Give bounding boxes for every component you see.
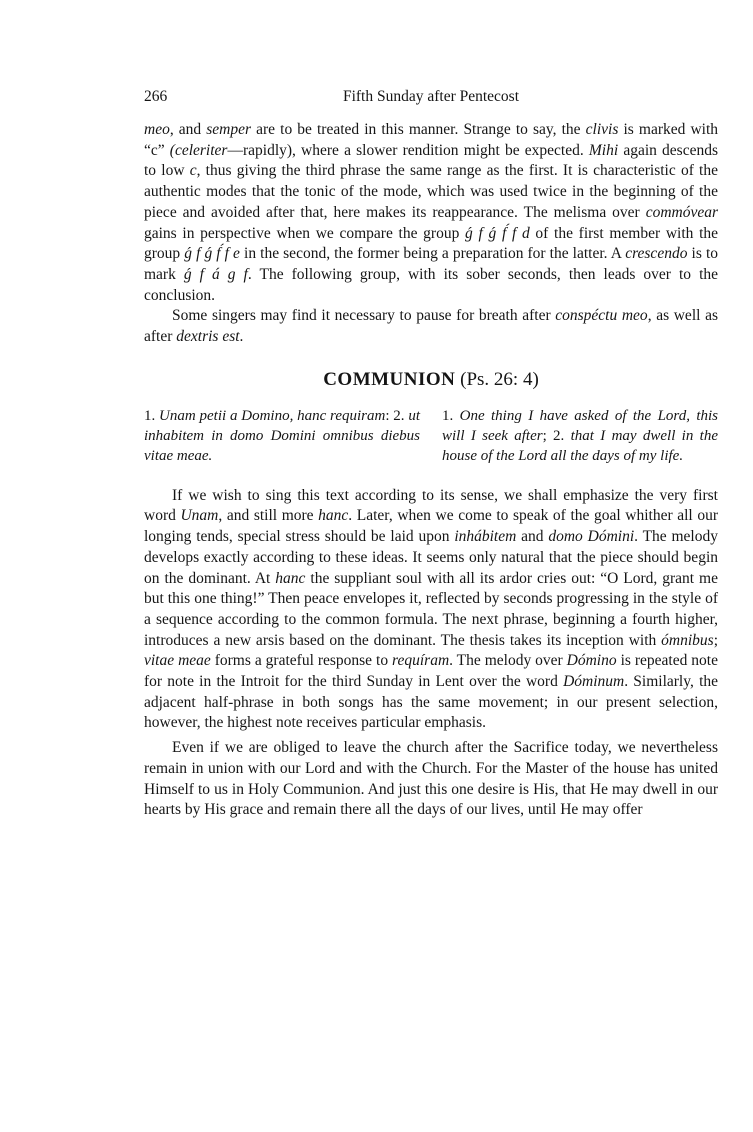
text-run: is to mark — [144, 245, 718, 283]
italic-run: commóvear — [645, 203, 718, 221]
text-run: forms a grateful response to — [210, 652, 393, 670]
paragraph-2 — [144, 306, 718, 347]
paragraph-3 — [144, 486, 718, 734]
text-run: 1. — [144, 407, 160, 424]
italic-run: crescendo — [625, 245, 688, 263]
text-run: ; — [713, 631, 718, 649]
text-run: , thus giving the third phrase the same range as the first. It is characteristic of the authentic modes that the tonic of the mode, which was used twice in the beginning of the piece and avoided after that, here makes its reappearance. The melisma over — [144, 162, 718, 221]
paragraph-4 — [144, 738, 718, 821]
italic-run: Dóminum — [563, 673, 625, 691]
italic-run: hanc — [318, 507, 349, 525]
italic-run: domo Dómini — [548, 528, 635, 546]
text-run: . The melody develops exactly according to these ideas. It seems only natural that the piece should begin on the dominant. At — [144, 528, 718, 587]
heading-title: COMMUNION — [323, 368, 456, 390]
heading-reference: (Ps. 26: 4) — [455, 368, 539, 390]
italic-run: c — [189, 162, 197, 180]
text-run: , and — [169, 121, 207, 138]
text-run: the suppliant soul with all its ardor cries out: “O Lord, grant me but this one thing!” Then peace envelopes it, reflected by seconds progressing in the style of a sequence according to the common formula. The next phrase, beginning a fourth higher, introduces a new arsis based on the dominant. The thesis takes its inception with — [144, 569, 718, 649]
italic-run: ǵ f ǵ f́ f d — [465, 224, 530, 242]
page-header — [144, 88, 718, 112]
text-run: . Similarly, the adjacent half-phrase in both songs has the same movement; in our present selection, however, the highest note receives particular emphasis. — [144, 673, 719, 732]
text-run: Even if we are obliged to leave the church after the Sacrifice today, we nevertheless remain in union with our Lord and with the Church. For the Master of the house has united Himself to us in Holy Communion. And just this one desire is His, that He may dwell in our hearts by His grace and remain there all the days of our lives, until He may offer — [144, 739, 718, 819]
text-run: , and still more — [218, 507, 319, 525]
book-page — [144, 88, 718, 821]
italic-run: Unam petii a Domino, hanc requiram — [159, 407, 386, 424]
italic-run: Dómino — [566, 652, 617, 670]
text-run: is repeated note for note in the Introit for the third Sunday in Lent over the word — [144, 652, 718, 691]
parallel-text — [144, 406, 718, 466]
text-run: in the second, the former being a preparation for the latter. A — [239, 245, 626, 263]
italic-run: ómnibus — [661, 631, 714, 649]
text-run: and — [516, 528, 549, 546]
text-run: is marked with “c” — [144, 121, 719, 159]
text-run: of the first member with the group — [144, 224, 719, 263]
text-run: . — [239, 328, 244, 346]
italic-run: ǵ f á g f — [183, 265, 248, 283]
paragraph-1 — [144, 120, 718, 306]
text-run: . Later, when we come to speak of the goal whither all our longing tends, special stress should be laid upon — [144, 507, 718, 546]
italic-run: meo — [144, 121, 170, 138]
running-title: Fifth Sunday after Pentecost — [342, 88, 520, 105]
italic-run: conspéctu meo — [555, 307, 648, 325]
italic-run: inhábitem — [454, 528, 517, 546]
text-run: again descends to low — [144, 141, 718, 180]
english-translation — [442, 406, 718, 466]
italic-run: clivis — [585, 121, 619, 138]
italic-run: that I may dwell in the house of the Lord all the days of my life. — [442, 427, 718, 464]
italic-run: Mihi — [588, 141, 619, 159]
text-run: . The melody over — [449, 652, 567, 670]
text-run: gains in perspective when we compare the group — [144, 224, 466, 242]
section-heading — [144, 368, 718, 392]
page-number: 266 — [144, 88, 168, 105]
italic-run: ut inhabitem in domo Domini omnibus diebus vitae meae. — [144, 407, 421, 464]
italic-run: semper — [206, 121, 252, 138]
italic-run: requíram — [392, 652, 450, 670]
text-run: : 2. — [385, 407, 409, 424]
italic-run: hanc — [275, 569, 306, 587]
text-run: —rapidly), where a slower rendition might be expected. — [227, 141, 589, 159]
text-run: . The following group, with its sober seconds, then leads over to the conclusion. — [144, 265, 718, 304]
text-run: are to be treated in this manner. Strange to say, the — [251, 121, 586, 138]
text-run: If we wish to sing this text according to its sense, we shall emphasize the very first word — [144, 486, 718, 525]
italic-run: (celeriter — [169, 141, 228, 159]
italic-run: dextris est — [176, 328, 240, 346]
italic-run: vitae meae — [144, 652, 211, 670]
text-run: , as well as after — [144, 307, 718, 346]
italic-run: Unam — [180, 507, 219, 525]
text-run: ; 2. — [542, 427, 571, 444]
italic-run: ǵ f ǵ f́ f e — [184, 245, 240, 263]
italic-run: One thing I have asked of the Lord, this will I seek after — [442, 407, 719, 444]
latin-text — [144, 406, 420, 466]
text-run: 1. — [442, 407, 460, 424]
text-run: Some singers may find it necessary to pause for breath after — [172, 307, 556, 325]
